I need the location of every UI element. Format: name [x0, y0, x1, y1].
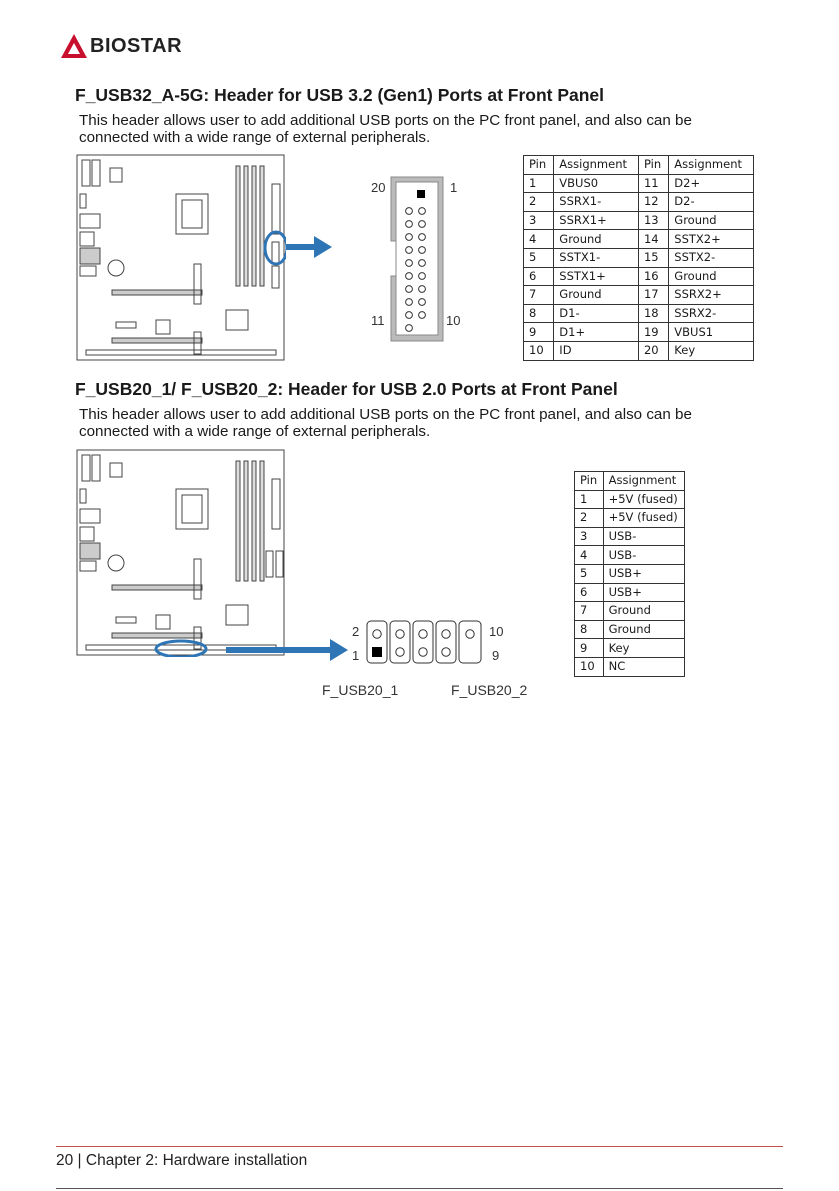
- assignment-cell: Ground: [669, 267, 754, 286]
- usb32-label-pin11: 11: [371, 313, 385, 328]
- footer-divider: [56, 1146, 783, 1147]
- usb20-label-pin10: 10: [489, 624, 504, 639]
- assignment-cell: Key: [603, 639, 684, 658]
- assignment-cell: +5V (fused): [603, 490, 684, 509]
- header-cell: Assignment: [669, 156, 754, 175]
- assignment-cell: SSRX1-: [554, 193, 639, 212]
- pin-cell: 19: [638, 323, 668, 342]
- pin-cell: 13: [638, 211, 668, 230]
- biostar-logo: [60, 32, 200, 62]
- pin-cell: 18: [638, 304, 668, 323]
- brand-name: BIOSTAR: [90, 35, 183, 57]
- pin-cell: 14: [638, 230, 668, 249]
- assignment-cell: Key: [669, 341, 754, 360]
- arrow-right-icon: [286, 236, 334, 258]
- assignment-cell: SSTX1-: [554, 248, 639, 267]
- table-row: [575, 657, 685, 676]
- assignment-cell: SSTX2-: [669, 248, 754, 267]
- assignment-cell: SSTX2+: [669, 230, 754, 249]
- assignment-cell: Ground: [603, 620, 684, 639]
- arrow-right-icon: [226, 639, 350, 661]
- assignment-cell: VBUS0: [554, 174, 639, 193]
- usb20-header-diagram: [366, 620, 484, 664]
- section1-description-line2: connected with a wide range of external peripherals.: [79, 129, 431, 146]
- usb20-label-pin1: 1: [352, 648, 360, 663]
- table-row: [524, 341, 754, 360]
- pin-cell: 10: [524, 341, 554, 360]
- header-name-f-usb20-2: F_USB20_2: [451, 682, 528, 698]
- usb20-label-pin2: 2: [352, 624, 360, 639]
- pin-cell: 20: [638, 341, 668, 360]
- assignment-cell: D2-: [669, 193, 754, 212]
- pin-cell: 8: [524, 304, 554, 323]
- pin-cell: 5: [524, 248, 554, 267]
- assignment-cell: USB-: [603, 527, 684, 546]
- table-row: [524, 230, 754, 249]
- assignment-cell: +5V (fused): [603, 509, 684, 528]
- assignment-cell: USB-: [603, 546, 684, 565]
- table-row: [524, 174, 754, 193]
- assignment-cell: SSTX1+: [554, 267, 639, 286]
- assignment-cell: Ground: [603, 602, 684, 621]
- header-cell: Assignment: [603, 472, 684, 491]
- pin-cell: 15: [638, 248, 668, 267]
- usb32-header-diagram: [390, 176, 444, 342]
- section1-description-line1: This header allows user to add additional USB ports on the PC front panel, and also can be: [79, 112, 692, 129]
- table-row: [575, 527, 685, 546]
- table-row: [524, 267, 754, 286]
- assignment-cell: D1-: [554, 304, 639, 323]
- assignment-cell: ID: [554, 341, 639, 360]
- biostar-triangle-icon: [60, 32, 88, 60]
- assignment-cell: Ground: [554, 286, 639, 305]
- pin-cell: 6: [524, 267, 554, 286]
- usb20-pin-table: [574, 471, 685, 677]
- assignment-cell: USB+: [603, 564, 684, 583]
- section1-title: F_USB32_A-5G: Header for USB 3.2 (Gen1) Ports at Front Panel: [75, 85, 605, 105]
- footer-text: 20 | Chapter 2: Hardware installation: [56, 1152, 308, 1169]
- table-header-row: [524, 156, 754, 175]
- pin-cell: 9: [524, 323, 554, 342]
- assignment-cell: D2+: [669, 174, 754, 193]
- pin-cell: 3: [524, 211, 554, 230]
- pin-cell: 4: [575, 546, 604, 565]
- assignment-cell: Ground: [669, 211, 754, 230]
- pin-cell: 6: [575, 583, 604, 602]
- header-name-f-usb20-1: F_USB20_1: [322, 682, 399, 698]
- table-row: [524, 248, 754, 267]
- pin-cell: 1: [575, 490, 604, 509]
- header-cell: Assignment: [554, 156, 639, 175]
- assignment-cell: Ground: [554, 230, 639, 249]
- table-row: [524, 286, 754, 305]
- section2-description-line2: connected with a wide range of external peripherals.: [79, 423, 431, 440]
- table-row: [524, 304, 754, 323]
- pin-cell: 8: [575, 620, 604, 639]
- pin-cell: 2: [575, 509, 604, 528]
- pin-cell: 5: [575, 564, 604, 583]
- table-row: [524, 323, 754, 342]
- assignment-cell: SSRX2+: [669, 286, 754, 305]
- section2-title: F_USB20_1/ F_USB20_2: Header for USB 2.0 Ports at Front Panel: [75, 379, 618, 399]
- assignment-cell: SSRX2-: [669, 304, 754, 323]
- usb32-label-pin10: 10: [446, 313, 461, 328]
- table-row: [524, 193, 754, 212]
- assignment-cell: SSRX1+: [554, 211, 639, 230]
- table-row: [575, 639, 685, 658]
- pin-cell: 3: [575, 527, 604, 546]
- pin-cell: 10: [575, 657, 604, 676]
- table-row: [575, 620, 685, 639]
- usb32-label-pin20: 20: [371, 180, 386, 195]
- footer-bottom-divider: [56, 1188, 783, 1189]
- header-cell: Pin: [638, 156, 668, 175]
- table-row: [575, 564, 685, 583]
- motherboard-diagram-usb20: [76, 449, 286, 657]
- pin-cell: 12: [638, 193, 668, 212]
- section2-description-line1: This header allows user to add additional USB ports on the PC front panel, and also can be: [79, 406, 692, 423]
- table-row: [524, 211, 754, 230]
- usb32-label-pin1: 1: [450, 180, 458, 195]
- assignment-cell: USB+: [603, 583, 684, 602]
- table-row: [575, 583, 685, 602]
- motherboard-diagram-usb32: [76, 154, 286, 362]
- assignment-cell: NC: [603, 657, 684, 676]
- table-row: [575, 509, 685, 528]
- usb32-pin-table: [523, 155, 754, 361]
- header-cell: Pin: [524, 156, 554, 175]
- pin-cell: 16: [638, 267, 668, 286]
- pin-cell: 4: [524, 230, 554, 249]
- usb20-label-pin9: 9: [492, 648, 500, 663]
- pin-cell: 7: [575, 602, 604, 621]
- table-header-row: [575, 472, 685, 491]
- pin-cell: 2: [524, 193, 554, 212]
- pin-cell: 7: [524, 286, 554, 305]
- table-row: [575, 602, 685, 621]
- pin-cell: 1: [524, 174, 554, 193]
- pin-cell: 9: [575, 639, 604, 658]
- table-row: [575, 490, 685, 509]
- assignment-cell: VBUS1: [669, 323, 754, 342]
- pin-cell: 17: [638, 286, 668, 305]
- header-cell: Pin: [575, 472, 604, 491]
- pin-cell: 11: [638, 174, 668, 193]
- table-row: [575, 546, 685, 565]
- assignment-cell: D1+: [554, 323, 639, 342]
